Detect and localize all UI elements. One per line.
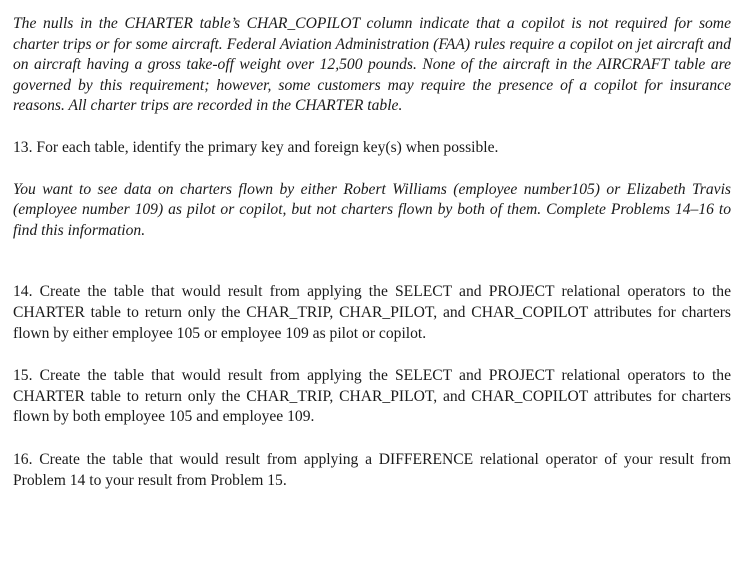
question-15: 15. Create the table that would result from applying the SELECT and PROJECT relational operators to the CHARTER table to return only the CHAR_TRIP, CHAR_PILOT, and CHAR_COPILOT attributes for charters flown by both employee 105 and employee 109.: [13, 367, 731, 426]
question-14: 14. Create the table that would result from applying the SELECT and PROJECT relational operators to the CHARTER table to return only the CHAR_TRIP, CHAR_PILOT, and CHAR_COPILOT attributes for charters flown by either employee 105 or employee 109 as pilot or copilot.: [13, 283, 731, 342]
scenario-paragraph: You want to see data on charters flown by either Robert Williams (employee number105) or Elizabeth Travis (employee number 109) as pilot or copilot, but not charters flown by both of them. Complete Problems 14–16 to find this information.: [13, 180, 731, 239]
document-page: [13, 14, 731, 491]
question-13: 13. For each table, identify the primary key and foreign key(s) when possible.: [13, 138, 499, 156]
question-16: 16. Create the table that would result from applying a DIFFERENCE relational operator of your result from Problem 14 to your result from Problem 15.: [13, 450, 731, 489]
intro-paragraph: The nulls in the CHARTER table’s CHAR_COPILOT column indicate that a copilot is not required for some charter trips or for some aircraft. Federal Aviation Administration (FAA) rules require a copilot on jet aircraft and on aircraft having a gross take-off weight over 12,500 pounds. None of the aircraft in the AIRCRAFT table are governed by this requirement; however, some customers may require the presence of a copilot for insurance reasons. All charter trips are recorded in the CHARTER table.: [13, 15, 731, 115]
